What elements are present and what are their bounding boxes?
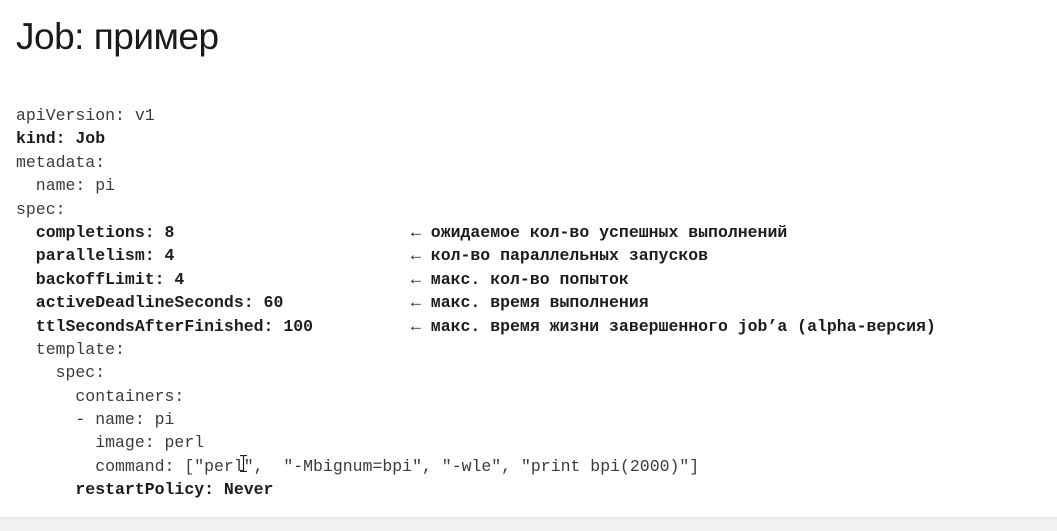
code-line bbox=[16, 221, 788, 244]
code-line bbox=[16, 291, 699, 314]
code-line bbox=[16, 174, 699, 197]
code-line-text: command: ["perl", "-Mbignum=bpi", "-wle", "print bpi(2000)"] bbox=[16, 456, 700, 476]
code-line-annotation: ← ожидаемое кол-во успешных выполнений bbox=[411, 222, 788, 242]
code-line bbox=[16, 151, 699, 174]
code-line bbox=[16, 338, 699, 361]
code-line bbox=[16, 315, 936, 338]
bottom-bar bbox=[0, 517, 1057, 531]
code-line bbox=[16, 198, 699, 221]
code-line bbox=[16, 478, 699, 501]
code-line bbox=[16, 127, 699, 150]
code-line-text: - name: pi bbox=[16, 410, 175, 430]
code-line bbox=[16, 244, 709, 267]
page-title: Job: пример bbox=[16, 16, 219, 57]
code-line-annotation: ← кол-во параллельных запусков bbox=[411, 246, 709, 266]
code-line-text: restartPolicy: Never bbox=[16, 480, 274, 500]
code-line-text: apiVersion: v1 bbox=[16, 106, 155, 125]
code-block bbox=[16, 104, 936, 502]
code-line-text: spec: bbox=[16, 199, 66, 219]
code-line bbox=[16, 455, 699, 478]
code-line-annotation: ← макс. время выполнения bbox=[411, 293, 649, 313]
code-line bbox=[16, 408, 699, 431]
code-line-text: activeDeadlineSeconds: 60 bbox=[16, 293, 284, 313]
code-line-annotation: ← макс. время жизни завершенного job’a (alpha-версия) bbox=[411, 316, 936, 336]
code-line-text: template: bbox=[16, 339, 125, 359]
code-line-annotation: ← макс. кол-во попыток bbox=[411, 269, 629, 289]
code-line-text: containers: bbox=[16, 386, 185, 406]
code-line bbox=[16, 361, 699, 384]
code-line-text: parallelism: 4 bbox=[16, 246, 175, 266]
code-line-text: ttlSecondsAfterFinished: 100 bbox=[16, 316, 314, 336]
code-line-text: spec: bbox=[16, 363, 106, 383]
code-line-text: kind: Job bbox=[16, 129, 106, 149]
code-line-text: backoffLimit: 4 bbox=[16, 269, 185, 289]
code-line bbox=[16, 268, 699, 291]
code-line-text: metadata: bbox=[16, 152, 106, 172]
code-line bbox=[16, 104, 699, 127]
code-line-text: completions: 8 bbox=[16, 222, 175, 242]
code-line bbox=[16, 385, 699, 408]
code-line bbox=[16, 431, 699, 454]
code-line-text: name: pi bbox=[16, 176, 116, 196]
code-line-text: image: perl bbox=[16, 433, 205, 453]
